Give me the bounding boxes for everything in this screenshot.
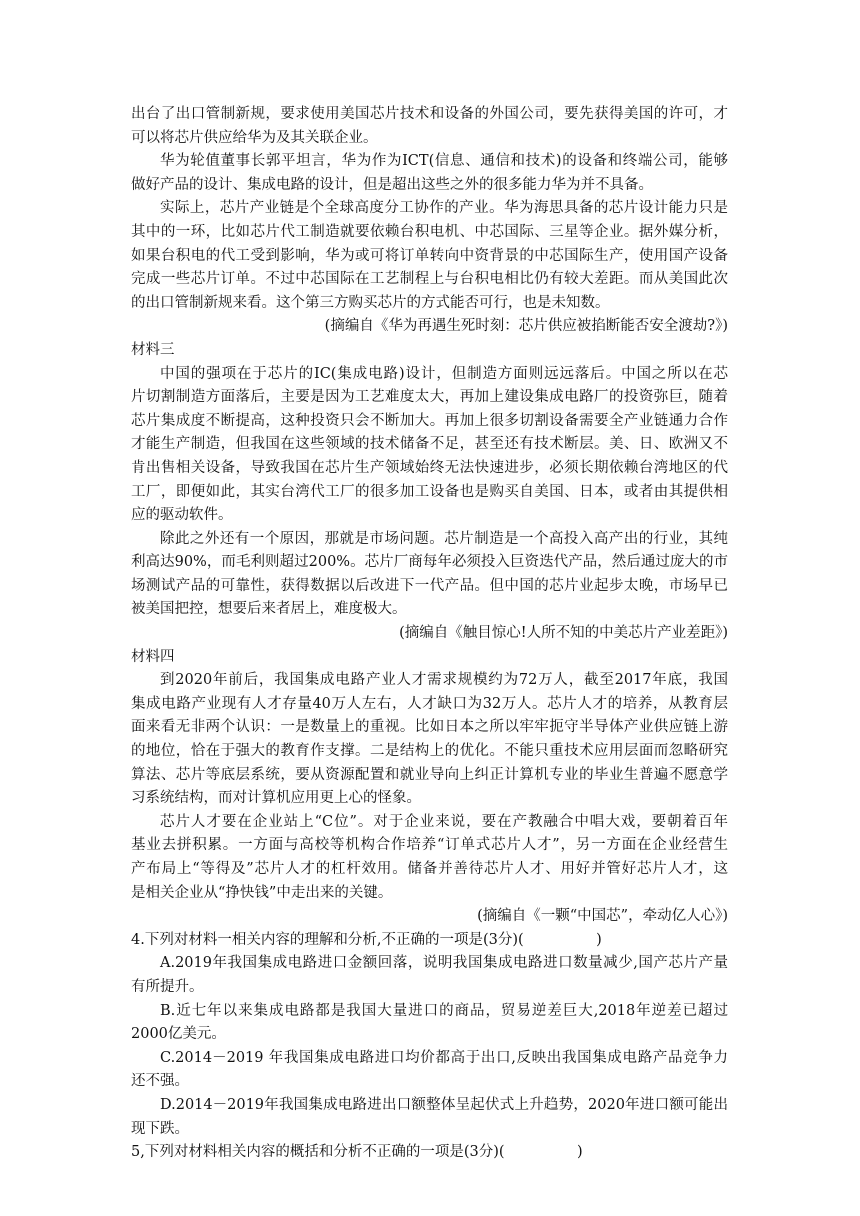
source-citation: (摘编自《一颗“中国芯”，牵动亿人心》) <box>477 908 728 925</box>
section-heading: 材料四 <box>131 648 175 665</box>
paragraph-line: 才能生产制造，但我国在这些领域的技术储备不足，甚至还有技术断层。美、日、欧洲又不 <box>131 436 728 453</box>
option-line: 现下跌。 <box>131 1120 189 1137</box>
paragraph-line: 算法、芯片等底层系统，要从资源配置和就业导向上纠正计算机专业的毕业生普遍不愿意学 <box>131 766 728 783</box>
paragraph-line: 做好产品的设计、集成电路的设计，但是超出这些之外的很多能力华为并不具备。 <box>131 176 653 193</box>
paragraph-line: 华为轮值董事长郭平坦言，华为作为ICT(信息、通信和技术)的设备和终端公司，能够 <box>160 153 728 170</box>
paragraph-line: 肯出售相关设备，导致我国在芯片生产领域始终无法快速进步，必须长期依赖台湾地区的代 <box>131 459 728 476</box>
paragraph-line: 的出口管制新规来看。这个第三方购买芯片的方式能否可行，也是未知数。 <box>131 294 610 311</box>
option-line: 有所提升。 <box>131 978 204 995</box>
source-citation: (摘编自《华为再遇生死时刻：芯片供应被掐断能否安全渡劫?》) <box>324 318 728 335</box>
paragraph-line: 片切割制造方面落后，主要是因为工艺难度太大，再加上建设集成电路厂的投资弥巨，随着 <box>131 389 728 406</box>
paragraph-line: 产布局上“等得及”芯片人才的杠杆效用。储备并善待芯片人才、用好并管好芯片人才，这 <box>131 861 728 877</box>
paragraph-line: 到2020年前后，我国集成电路产业人才需求规模约为72万人，截至2017年底，我国 <box>160 672 728 689</box>
paragraph-line: 集成电路产业现有人才存量40万人左右，人才缺口为32万人。芯片人才的培养，从教育层 <box>131 695 728 712</box>
paragraph-line: 习系统结构，而对计算机应用更上心的怪象。 <box>131 790 421 807</box>
option-line: D.2014－2019年我国集成电路进出口额整体呈起伏式上升趋势，2020年进口额可能出 <box>160 1096 728 1113</box>
option-line: B.近七年以来集成电路都是我国大量进口的商品，贸易逆差巨大,2018年逆差已超过 <box>160 1002 728 1019</box>
paragraph-line: 是相关企业从“挣快钱”中走出来的关键。 <box>131 884 393 901</box>
paragraph-line: 可以将芯片供应给华为及其关联企业。 <box>131 129 378 146</box>
section-heading: 材料三 <box>131 341 175 358</box>
paragraph-line: 完成一些芯片订单。不过中芯国际在工艺制程上与台积电相比仍有较大差距。而从美国此次 <box>131 271 728 288</box>
paragraph-line: 其中的一环，比如芯片代工制造就要依赖台积电机、中芯国际、三星等企业。据外媒分析， <box>131 223 728 240</box>
paragraph-line: 中国的强项在于芯片的IC(集成电路)设计，但制造方面则远远落后。中国之所以在芯 <box>160 365 728 382</box>
paragraph-line: 出台了出口管制新规，要求使用美国芯片技术和设备的外国公司，要先获得美国的许可，才 <box>131 106 728 122</box>
paragraph-line: 利高达90%，而毛利则超过200%。芯片厂商每年必须投入巨资迭代产品，然后通过庞大的市 <box>131 554 728 571</box>
paragraph-line: 面来看无非两个认识：一是数量上的重视。比如日本之所以牢牢扼守半导体产业供应链上游 <box>131 719 728 736</box>
paragraph-line: 被美国把控，想要后来者居上，难度极大。 <box>131 601 407 618</box>
option-line: 还不强。 <box>131 1073 189 1090</box>
paragraph-line: 除此之外还有一个原因，那就是市场问题。芯片制造是一个高投入高产出的行业，其纯 <box>160 530 728 547</box>
option-line: 2000亿美元。 <box>131 1026 226 1043</box>
option-line: A.2019年我国集成电路进口金额回落，说明我国集成电路进口数量减少,国产芯片产量 <box>160 955 728 972</box>
paragraph-line: 实际上，芯片产业链是个全球高度分工协作的产业。华为海思具备的芯片设计能力只是 <box>160 200 728 217</box>
paragraph-line: 场测试产品的可靠性，获得数据以后改进下一代产品。但中国的芯片业起步太晚，市场早已 <box>131 577 728 594</box>
paragraph-line: 工厂，即便如此，其实台湾代工厂的很多加工设备也是购买自美国、日本，或者由其提供相 <box>131 483 728 500</box>
paragraph-line: 芯片集成度不断提高，这种投资只会不断加大。再加上很多切割设备需要全产业链通力合作 <box>131 412 728 429</box>
paragraph-line: 基业去拼积累。一方面与高校等机构合作培养“订单式芯片人才”，另一方面在企业经营生 <box>131 837 728 854</box>
paragraph-line: 芯片人才要在企业站上“C位”。对于企业来说，要在产教融合中唱大戏，要朝着百年 <box>160 813 728 830</box>
question-stem: 4.下列对材料一相关内容的理解和分析,不正确的一项是(3分)( ) <box>131 931 602 948</box>
paragraph-line: 应的驱动软件。 <box>131 507 233 524</box>
option-line: C.2014－2019 年我国集成电路进口均价都高于出口,反映出我国集成电路产品竞争力 <box>160 1049 728 1066</box>
paragraph-line: 的地位，恰在于强大的教育作支撑。二是结构上的优化。不能只重技术应用层面而忽略研究 <box>131 743 728 760</box>
question-stem: 5,下列对材料相关内容的概括和分析不正确的一项是(3分)( ) <box>131 1144 583 1161</box>
paragraph-line: 如果台积电的代工受到影响，华为或可将订单转向中资背景的中芯国际生产，使用国产设备 <box>131 247 728 264</box>
text-column <box>131 103 728 1165</box>
source-citation: (摘编自《触目惊心!人所不知的中美芯片产业差距》) <box>399 625 728 642</box>
